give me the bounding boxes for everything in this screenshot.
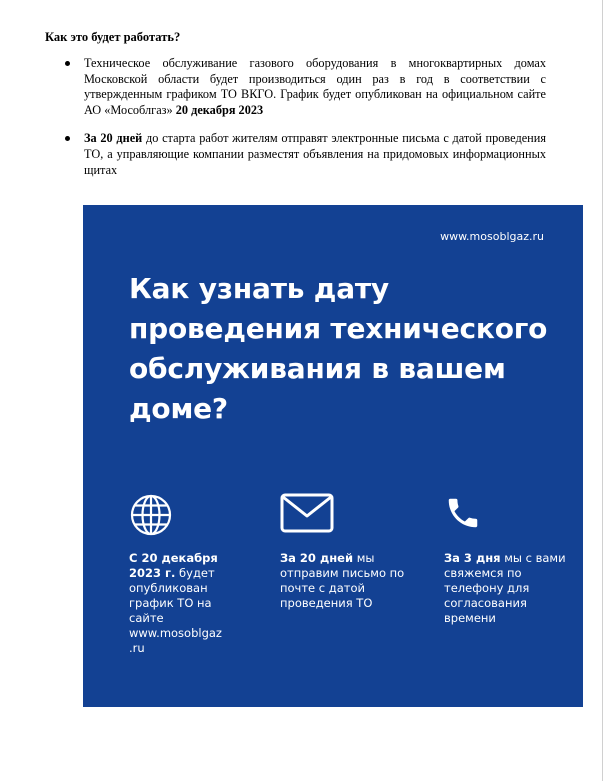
info-column-text <box>280 551 420 611</box>
bullet-item-notice <box>60 131 546 178</box>
envelope-icon <box>280 493 430 537</box>
info-column-text <box>444 551 574 626</box>
info-column-body: будет опубликован график ТО на сайте www.mosoblgaz .ru <box>129 566 222 655</box>
globe-icon <box>129 493 279 537</box>
info-column-bold: С 20 декабря 2023 г. <box>129 551 218 580</box>
info-column-bold: За 20 дней <box>280 551 354 565</box>
info-column-site <box>129 493 279 655</box>
info-banner <box>83 205 583 707</box>
info-column-bold: За 3 дня <box>444 551 501 565</box>
bullet-item-schedule <box>60 56 546 118</box>
bullet-date: 20 декабря 2023 <box>175 102 264 117</box>
info-column-body: мы с вами свяжемся по телефону для согласования времени <box>444 551 566 625</box>
bullet-text: до старта работ жителям отправят электронные письма с датой проведения ТО, а управляющие компании разместят объявления на придомовых информационных щитах <box>84 131 546 177</box>
banner-site-url: www.mosoblgaz.ru <box>440 230 544 243</box>
bullet-text: Техническое обслуживание газового оборудования в многоквартирных домах Московской области будет производиться один раз в год в соответствии с утвержденным графиком ТО ВКГО. График будет опубликован на официальном сайте АО «Мособлгаз» <box>84 56 546 117</box>
bullet-bold-lead: За 20 дней <box>84 131 143 146</box>
info-column-body: мы отправим письмо по почте с датой проведения ТО <box>280 551 405 610</box>
info-column-email <box>280 493 430 610</box>
info-column-phone <box>444 493 594 625</box>
info-column-text <box>129 551 239 656</box>
bullet-list <box>60 56 546 178</box>
banner-title: Как узнать дату проведения технического обслуживания в вашем доме? <box>129 272 548 425</box>
section-heading: Как это будет работать? <box>45 30 181 44</box>
phone-icon <box>444 493 594 537</box>
